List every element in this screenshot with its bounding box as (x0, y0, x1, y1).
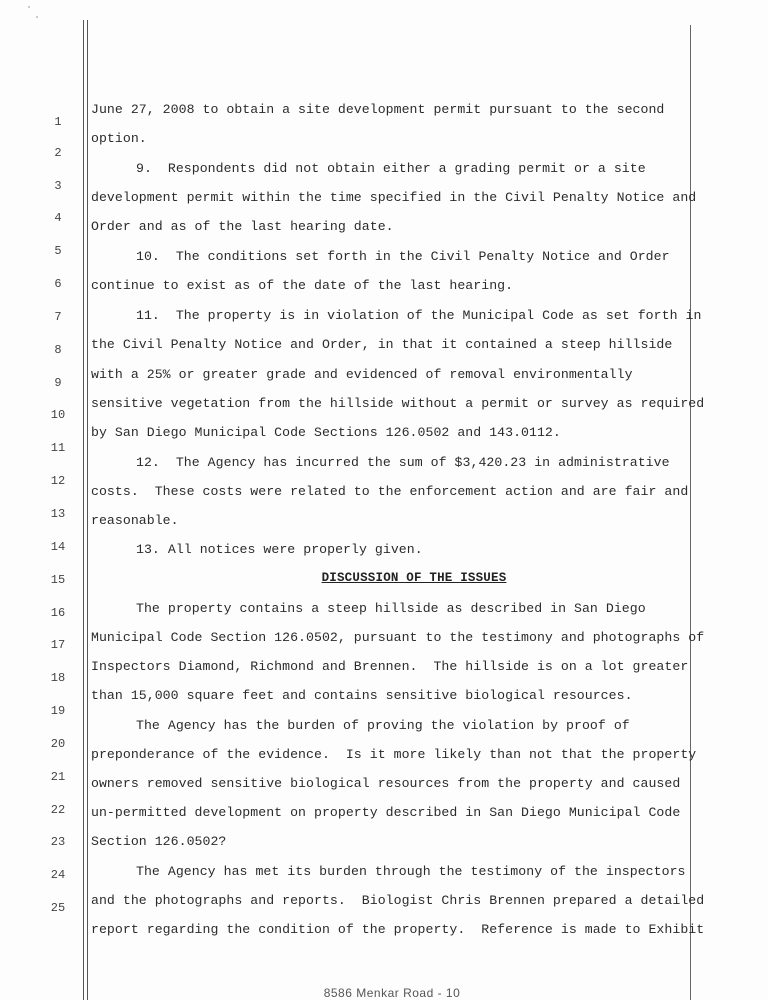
section-heading-text: DISCUSSION OF THE ISSUES (321, 571, 507, 585)
left-margin-rule-inner (87, 20, 88, 1000)
line-number: 24 (50, 868, 66, 882)
line-number: 8 (54, 343, 62, 357)
page-footer: 8586 Menkar Road - 10 (323, 986, 461, 1000)
line-number: 19 (50, 704, 66, 718)
text-line: 11. The property is in violation of the Municipal Code as set forth in (136, 308, 702, 323)
line-number: 15 (50, 573, 66, 587)
line-number: 7 (54, 310, 62, 324)
text-line: June 27, 2008 to obtain a site development permit pursuant to the second (91, 102, 665, 117)
scan-speck (36, 16, 38, 18)
line-number: 5 (54, 244, 62, 258)
line-number: 14 (50, 540, 66, 554)
line-number: 23 (50, 835, 66, 849)
line-number: 12 (50, 474, 66, 488)
line-number: 18 (50, 671, 66, 685)
text-line: costs. These costs were related to the enforcement action and are fair and (91, 484, 689, 499)
text-line: development permit within the time specified in the Civil Penalty Notice and (91, 190, 697, 205)
line-number: 22 (50, 803, 66, 817)
line-number: 20 (50, 737, 66, 751)
left-margin-rule (83, 20, 84, 1000)
text-line: un-permitted development on property described in San Diego Municipal Code (91, 805, 681, 820)
text-line: by San Diego Municipal Code Sections 126.0502 and 143.0112. (91, 425, 561, 440)
text-line: continue to exist as of the date of the last hearing. (91, 278, 514, 293)
line-number: 13 (50, 507, 66, 521)
text-line: report regarding the condition of the property. Reference is made to Exhibit (91, 922, 705, 937)
text-line: sensitive vegetation from the hillside without a permit or survey as required (91, 396, 705, 411)
text-line: the Civil Penalty Notice and Order, in that it contained a steep hillside (91, 337, 673, 352)
line-number: 6 (54, 277, 62, 291)
text-line: with a 25% or greater grade and evidenced of removal environmentally (91, 367, 633, 382)
line-number: 1 (54, 115, 62, 129)
scan-speck (28, 6, 30, 8)
line-number: 2 (54, 146, 62, 160)
text-line: 9. Respondents did not obtain either a grading permit or a site (136, 161, 646, 176)
text-line: preponderance of the evidence. Is it more likely than not that the property (91, 747, 697, 762)
text-line: Inspectors Diamond, Richmond and Brennen. The hillside is on a lot greater (91, 659, 689, 674)
line-number: 21 (50, 770, 66, 784)
line-number: 4 (54, 211, 62, 225)
line-number: 16 (50, 606, 66, 620)
text-line: 13. All notices were properly given. (136, 542, 423, 557)
line-number: 11 (50, 441, 66, 455)
right-margin-rule (690, 25, 691, 1000)
line-number: 25 (50, 901, 66, 915)
section-heading (0, 571, 768, 585)
text-line: 12. The Agency has incurred the sum of $3,420.23 in administrative (136, 455, 670, 470)
text-line: The Agency has the burden of proving the violation by proof of (136, 718, 630, 733)
line-number: 3 (54, 179, 62, 193)
text-line: The Agency has met its burden through the testimony of the inspectors (136, 864, 686, 879)
line-number: 10 (50, 408, 66, 422)
text-line: 10. The conditions set forth in the Civil Penalty Notice and Order (136, 249, 670, 264)
line-number: 9 (54, 376, 62, 390)
line-number: 17 (50, 638, 66, 652)
text-line: and the photographs and reports. Biologist Chris Brennen prepared a detailed (91, 893, 705, 908)
text-line: Order and as of the last hearing date. (91, 219, 394, 234)
text-line: Municipal Code Section 126.0502, pursuant to the testimony and photographs of (91, 630, 705, 645)
text-line: Section 126.0502? (91, 834, 227, 849)
text-line: The property contains a steep hillside as described in San Diego (136, 601, 646, 616)
text-line: owners removed sensitive biological resources from the property and caused (91, 776, 681, 791)
text-line: option. (91, 131, 147, 146)
text-line: than 15,000 square feet and contains sensitive biological resources. (91, 688, 633, 703)
text-line: reasonable. (91, 513, 179, 528)
